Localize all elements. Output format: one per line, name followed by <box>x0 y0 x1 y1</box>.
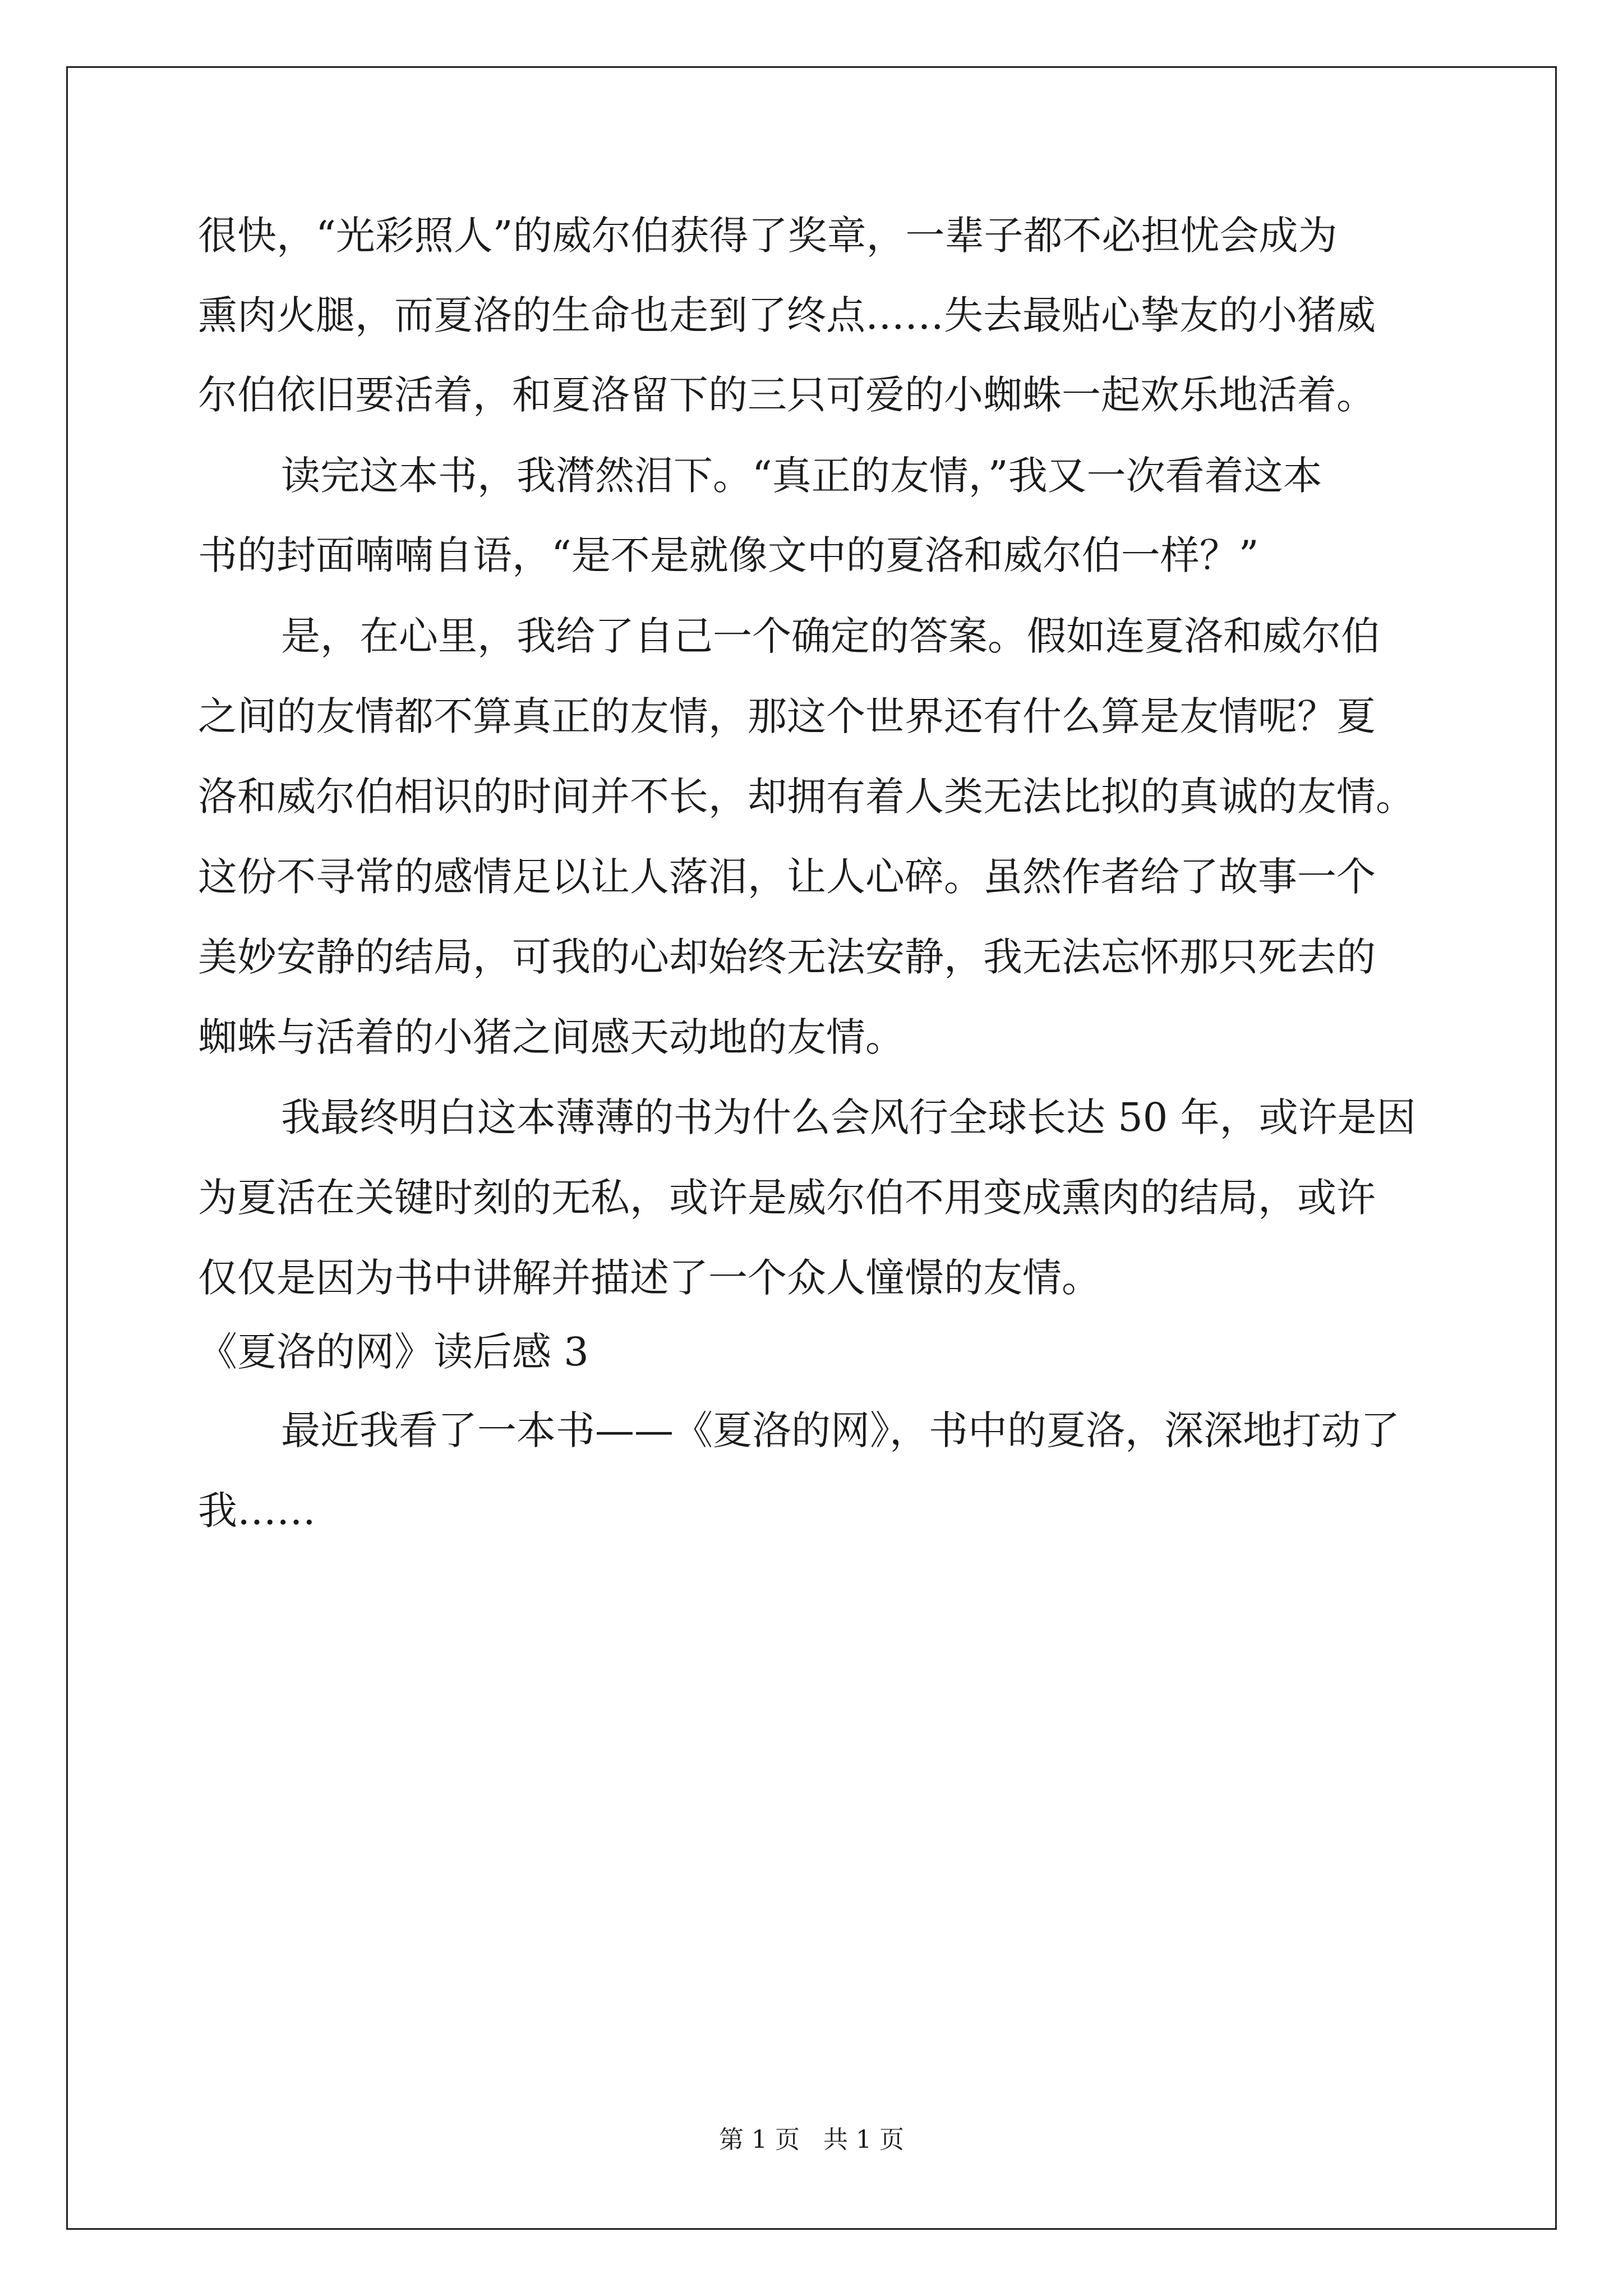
text-line: 尔伯依旧要活着，和夏洛留下的三只可爱的小蜘蛛一起欢乐地活着。 <box>198 372 1376 418</box>
text-line: 为夏活在关键时刻的无私，或许是威尔伯不用变成熏肉的结局，或许 <box>198 1175 1376 1221</box>
text-line: 我…… <box>198 1488 316 1534</box>
paragraph-start-line: 是，在心里，我给了自己一个确定的答案。假如连夏洛和威尔伯 <box>281 613 1380 659</box>
text-line: 很快，“光彩照人”的威尔伯获得了奖章，一辈子都不必担忧会成为 <box>198 213 1338 259</box>
text-line: 仅仅是因为书中讲解并描述了一个众人憧憬的友情。 <box>198 1255 1101 1301</box>
text-line: 书的封面喃喃自语，“是不是就像文中的夏洛和威尔伯一样？” <box>198 532 1259 578</box>
paragraph-start-line: 读完这本书，我潸然泪下。“真正的友情，”我又一次看着这本 <box>281 453 1322 499</box>
text-line: 这份不寻常的感情足以让人落泪，让人心碎。虽然作者给了故事一个 <box>198 854 1376 900</box>
text-line: 之间的友情都不算真正的友情，那这个世界还有什么算是友情呢？夏 <box>198 693 1376 739</box>
text-line: 洛和威尔伯相识的时间并不长，却拥有着人类无法比拟的真诚的友情。 <box>198 774 1415 820</box>
text-line: 熏肉火腿，而夏洛的生命也走到了终点……失去最贴心挚友的小猪威 <box>198 292 1376 338</box>
paragraph-start-line: 最近我看了一本书——《夏洛的网》，书中的夏洛，深深地打动了 <box>281 1407 1400 1453</box>
text-line: 蜘蛛与活着的小猪之间感天动地的友情。 <box>198 1014 905 1060</box>
page-footer: 第 1 页 共 1 页 <box>719 2125 904 2154</box>
paragraph-start-line: 我最终明白这本薄薄的书为什么会风行全球长达 50 年，或许是因 <box>281 1094 1416 1140</box>
section-heading: 《夏洛的网》读后感 3 <box>198 1329 589 1375</box>
text-line: 美妙安静的结局，可我的心却始终无法安静，我无法忘怀那只死去的 <box>198 934 1376 980</box>
